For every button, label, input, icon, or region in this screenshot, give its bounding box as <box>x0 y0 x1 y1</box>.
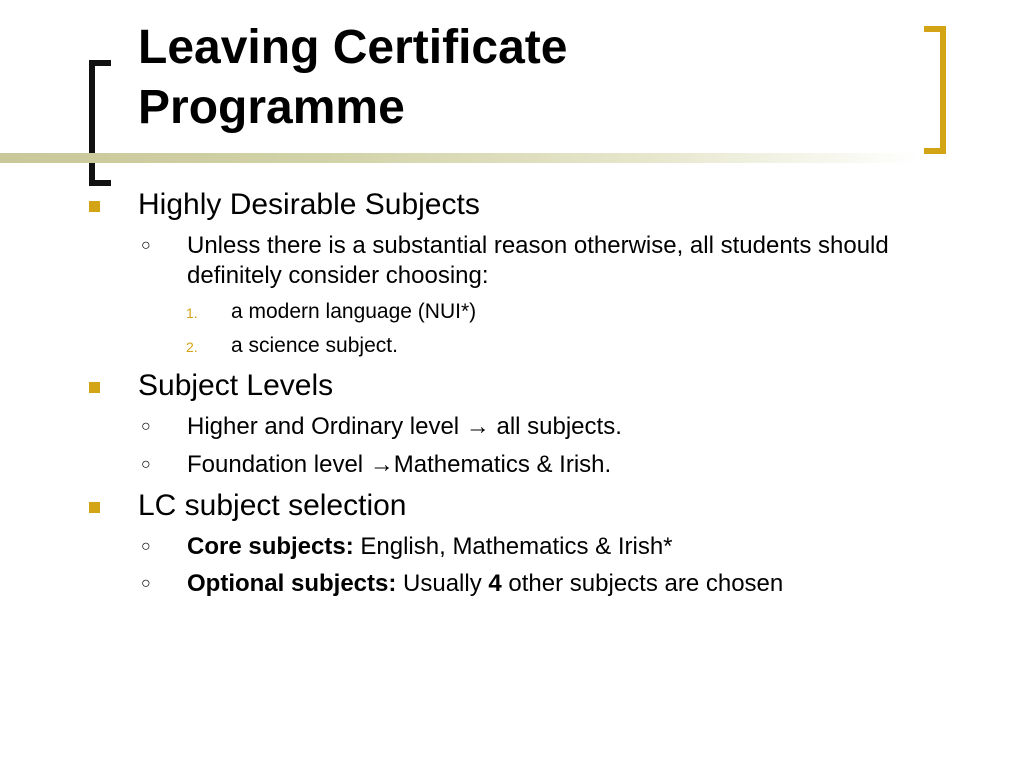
right-bracket-decoration <box>924 26 946 154</box>
sub-bullet-foundation-level: ○ Foundation level →Mathematics & Irish. <box>141 451 612 478</box>
bullet-subject-levels: Subject Levels <box>138 368 958 404</box>
circle-bullet-icon: ○ <box>141 538 151 555</box>
optional-subjects-count: 4 <box>488 570 502 597</box>
sub-bullet-higher-ordinary: ○ Higher and Ordinary level → all subjects. <box>141 413 622 440</box>
list-number: 1. <box>186 305 198 321</box>
list-item-modern-language: 1. a modern language (NUI*) <box>231 299 931 325</box>
circle-bullet-icon: ○ <box>141 418 151 435</box>
circle-bullet-icon: ○ <box>141 575 151 592</box>
sub-bullet-optional-subjects: ○ Optional subjects: Usually 4 other subjects are chosen <box>141 570 784 597</box>
list-item-science-subject: 2. a science subject. <box>231 333 931 359</box>
square-bullet-icon <box>89 201 100 212</box>
bullet-lc-subject-selection: LC subject selection <box>138 488 958 524</box>
square-bullet-icon <box>89 502 100 513</box>
circle-bullet-icon: ○ <box>141 456 151 473</box>
optional-subjects-label: Optional subjects: <box>187 570 397 597</box>
sub-bullet-substantial-reason: ○ Unless there is a substantial reason otherwise, all students should definitely consider choosing: <box>141 232 889 289</box>
square-bullet-icon <box>89 382 100 393</box>
core-subjects-label: Core subjects: <box>187 533 354 560</box>
title-line-2: Programme <box>138 81 405 134</box>
title-divider <box>0 153 920 163</box>
bullet-highly-desirable-subjects: Highly Desirable Subjects <box>138 187 958 223</box>
slide-title <box>138 18 878 138</box>
sub-bullet-core-subjects: ○ Core subjects: English, Mathematics & Irish* <box>141 533 673 560</box>
circle-bullet-icon: ○ <box>141 237 151 254</box>
title-line-1: Leaving Certificate <box>138 21 568 74</box>
list-number: 2. <box>186 339 198 355</box>
left-bracket-decoration <box>89 60 111 186</box>
